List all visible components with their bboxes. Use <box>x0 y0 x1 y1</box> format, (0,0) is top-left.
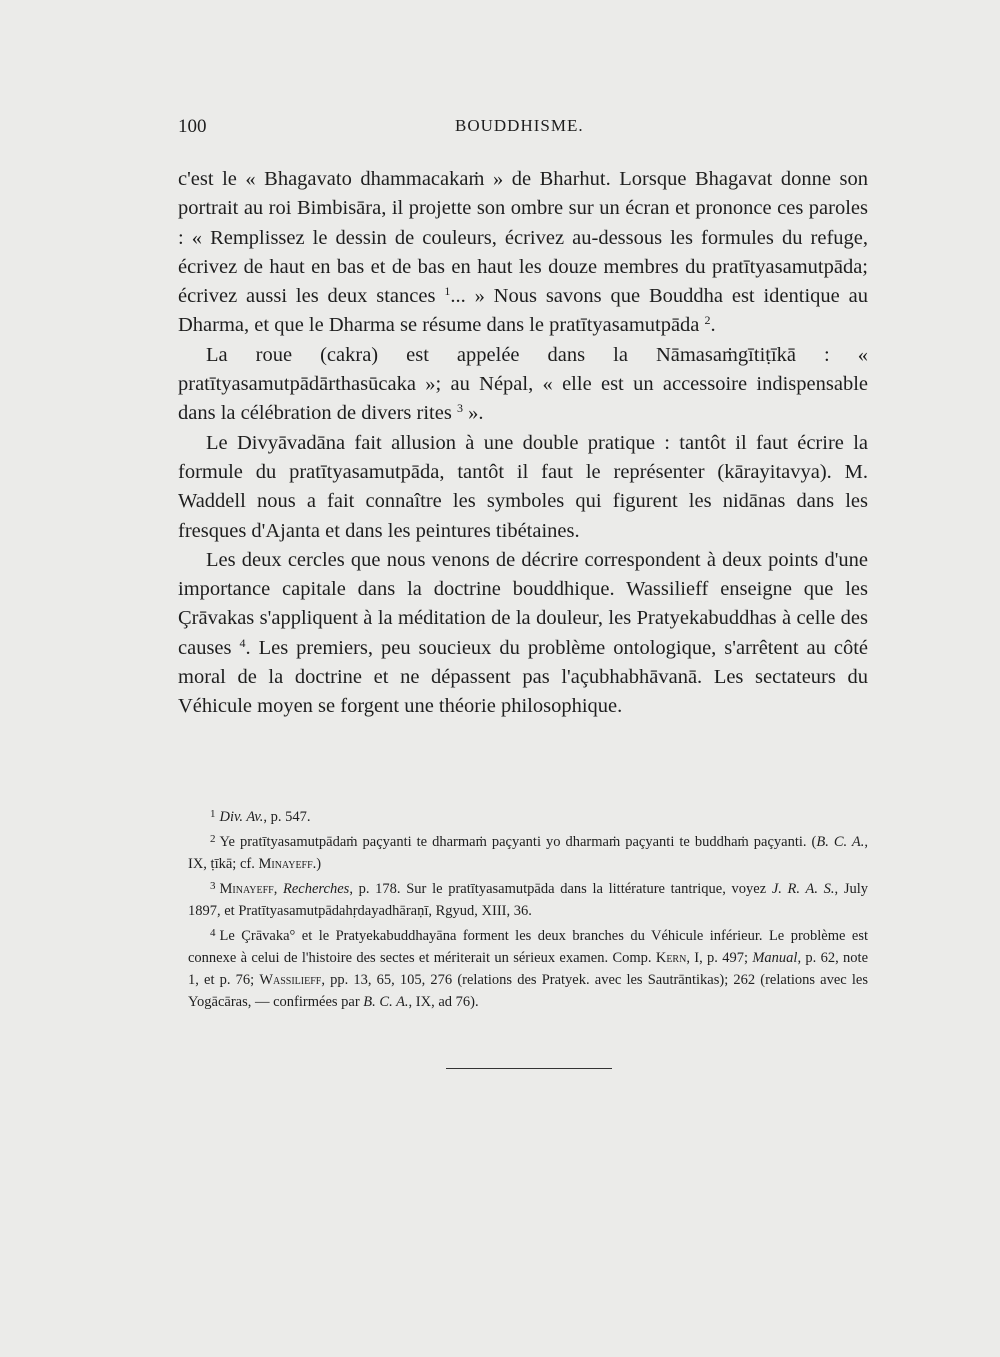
paragraph <box>178 546 868 722</box>
italic-text: Div. Av. <box>219 809 264 825</box>
footnote-ref: 2 <box>704 313 711 328</box>
author-name: Minayeff <box>219 881 274 897</box>
text-run: , p. 62, note 1, et p. 76; <box>188 950 869 988</box>
italic-text: B. C. A. <box>363 994 409 1010</box>
footnote <box>188 922 868 1013</box>
italic-text: Recherches <box>283 881 350 897</box>
text-run: . <box>710 314 716 337</box>
footnote <box>188 828 868 875</box>
author-name: Kern <box>655 950 687 966</box>
italic-text: B. C. A. <box>816 834 865 850</box>
text-run: , I, p. 497; <box>686 950 753 966</box>
footnote-ref: 3 <box>456 401 463 416</box>
footnotes <box>188 803 868 1013</box>
text-run: c'est le « Bhagavato dhammacakaṁ » de Bharhut. Lorsque Bhagavat donne son portrait au roi Bimbisāra, il projette son ombre sur un écran et prononce ces paroles : « Remplissez le dessin de couleurs, écrivez au-dessous les formules du refuge, écrivez de haut en bas et de bas en haut les douze membres du pratītyasamutpāda; écrivez aussi les deux stances <box>178 168 868 308</box>
footnote <box>188 875 868 922</box>
text-run: , IX, ad 76). <box>408 994 479 1010</box>
text-run: , <box>273 881 284 897</box>
footnote-number: 1 <box>210 808 216 820</box>
footnote-number: 3 <box>210 880 216 892</box>
italic-text: J. R. A. S. <box>771 881 835 897</box>
text-run: Ye pratītyasamutpādaṁ paçyanti te dharmaṁ paçyanti yo dharmaṁ paçyanti te buddhaṁ paçyanti. ( <box>219 834 817 850</box>
page-header <box>178 116 868 140</box>
text-run: . Les premiers, peu soucieux du problème ontologique, s'arrêtent au côté moral de la doctrine et ne dépassent pas l'açubhabhāvanā. Les sectateurs du Véhicule moyen se forgent une théorie philosophique. <box>178 636 868 718</box>
footnote-number: 2 <box>210 833 216 845</box>
text-run: ». <box>462 402 484 425</box>
text-run: , July 1897, et Pratītyasamutpādahṛdayadhāraṇī, Rgyud, XIII, 36. <box>188 881 868 919</box>
end-rule <box>446 1068 612 1069</box>
body-text <box>178 165 868 722</box>
footnote-ref: 1 <box>444 284 451 299</box>
running-title: BOUDDHISME. <box>455 116 584 135</box>
author-name: Wassilieff <box>259 972 322 988</box>
text-run: Le Çrāvaka° et le Pratyekabuddhayāna forment les deux branches du Véhicule inférieur. Le problème est connexe à celui de l'histoire des sectes et mériterait un sérieux examen. Comp. <box>188 928 868 966</box>
paragraph <box>178 341 868 429</box>
text-run: La roue (cakra) est appelée dans la Nāmasaṁgītiṭīkā : « pratītyasamutpādārthasūcaka »; au Népal, « elle est un accessoire indispensable dans la célébration de divers rites <box>178 343 868 425</box>
text-run: , p. 547. <box>263 809 311 825</box>
italic-text: Manual <box>752 950 798 966</box>
text-run: Le Divyāvadāna fait allusion à une double pratique : tantôt il faut écrire la formule du pratītyasamutpāda, tantôt il faut le représenter (kārayitavya). M. Waddell nous a fait connaître les symboles qui figurent les nidānas dans les fresques d'Ajanta et dans les peintures tibétaines. <box>178 431 868 542</box>
text-run: Les deux cercles que nous venons de décrire correspondent à deux points d'une importance capitale dans la doctrine bouddhique. Wassilieff enseigne que les Çrāvakas s'appliquent à la méditation de la douleur, les Pratyekabuddhas à celle des causes <box>178 548 868 659</box>
footnote <box>188 803 868 828</box>
footnote-ref: 4 <box>239 635 246 650</box>
footnote-number: 4 <box>210 927 216 939</box>
paragraph <box>178 429 868 546</box>
author-name: Minayeff <box>258 856 313 872</box>
paragraph <box>178 165 868 341</box>
text-run: , IX, ṭīkā; cf. <box>188 834 869 872</box>
text-run: .) <box>312 856 322 872</box>
text-run: , p. 178. Sur le pratītyasamutpāda dans la littérature tantrique, voyez <box>349 881 772 897</box>
text-run: ... » Nous savons que Bouddha est identique au Dharma, et que le Dharma se résume dans le pratītyasamutpāda <box>178 285 868 337</box>
page-number: 100 <box>178 116 207 137</box>
text-run: , pp. 13, 65, 105, 276 (relations des Pratyek. avec les Sautrāntikas); 262 (relations avec les Yogācāras, — confirmées par <box>188 972 868 1010</box>
